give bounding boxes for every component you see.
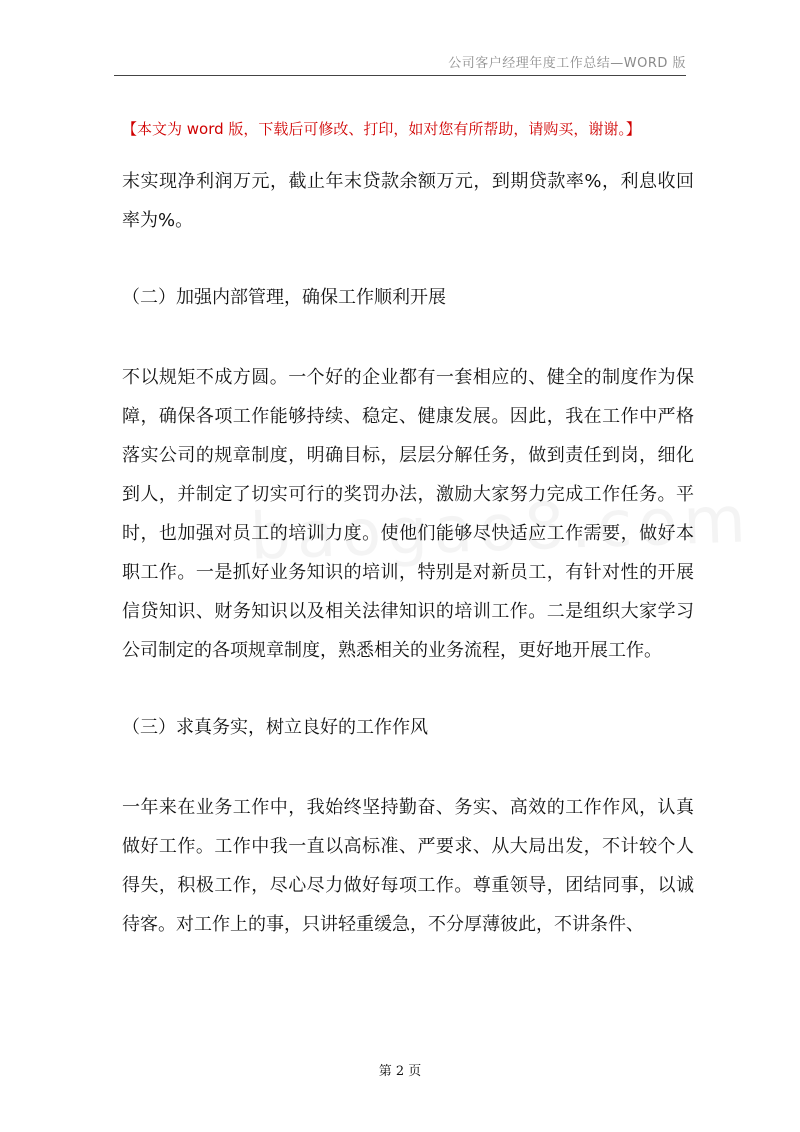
section-heading-2: （二）加强内部管理，确保工作顺利开展 <box>122 287 446 308</box>
document-body <box>122 162 694 944</box>
purchase-notice: 【本文为 word 版，下载后可修改、打印，如对您有所帮助，请购买，谢谢。】 <box>122 120 641 138</box>
paragraph-1: 末实现净利润万元，截止年末贷款余额万元，到期贷款率%，利息收回率为%。 <box>122 171 694 231</box>
page-number: 第 2 页 <box>378 1064 422 1079</box>
paragraph-2: 不以规矩不成方圆。一个好的企业都有一套相应的、健全的制度作为保障，确保各项工作能够持续、稳定、健康发展。因此，我在工作中严格落实公司的规章制度，明确目标，层层分解任务，做到责任到岗，细化到人，并制定了切实可行的奖罚办法，激励大家努力完成工作任务。平时，也加强对员工的培训力度。使他们能够尽快适应工作需要，做好本职工作。一是抓好业务知识的培训，特别是对新员工，有针对性的开展信贷知识、财务知识以及相关法律知识的培训工作。二是组织大家学习公司制定的各项规章制度，熟悉相关的业务流程，更好地开展工作。 <box>122 367 694 661</box>
paragraph-3: 一年来在业务工作中，我始终坚持勤奋、务实、高效的工作作风，认真做好工作。工作中我一直以高标准、严要求、从大局出发，不计较个人得失，积极工作，尽心尽力做好每项工作。尊重领导，团结同事，以诚待客。对工作上的事，只讲轻重缓急，不分厚薄彼此，不讲条件、 <box>122 797 694 935</box>
section-heading-3: （三）求真务实，树立良好的工作作风 <box>122 717 428 738</box>
header-divider <box>114 75 686 76</box>
running-header: 公司客户经理年度工作总结—WORD 版 <box>448 56 686 71</box>
